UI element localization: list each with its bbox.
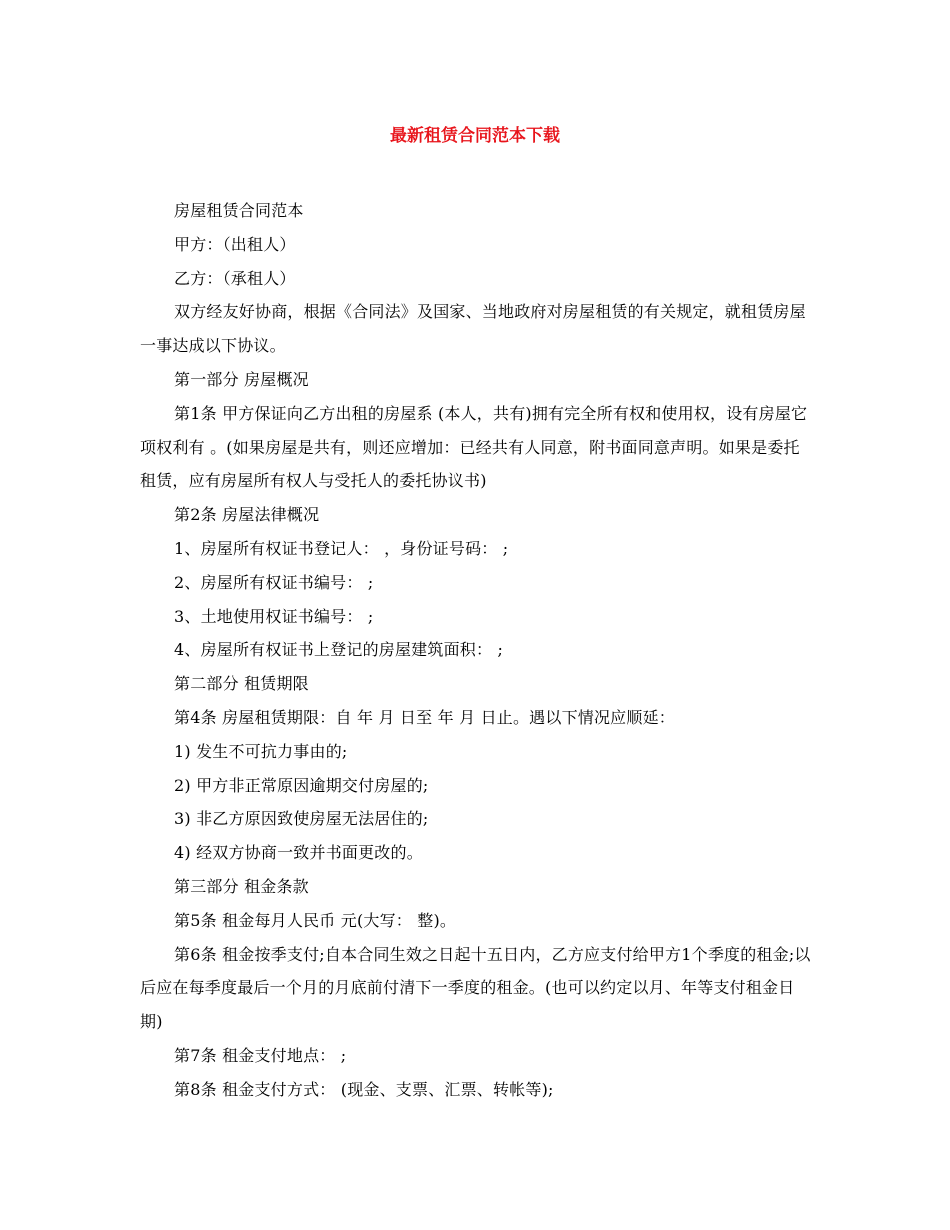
section-heading-part-3: 第三部分 租金条款 xyxy=(174,876,309,896)
paragraph-party-b: 乙方：（承租人） xyxy=(174,268,296,288)
article-2: 第2条 房屋法律概况 xyxy=(174,505,320,525)
article-5: 第5条 租金每月人民币 元(大写： 整)。 xyxy=(174,910,457,930)
list-item: 2、房屋所有权证书编号： ; xyxy=(174,572,374,592)
document-title: 最新租赁合同范本下载 xyxy=(390,126,560,146)
list-item: 4) 经双方协商一致并书面更改的。 xyxy=(174,843,423,863)
paragraph-heading: 房屋租赁合同范本 xyxy=(174,201,304,220)
article-4: 第4条 房屋租赁期限：自 年 月 日至 年 月 日止。遇以下情况应顺延： xyxy=(174,707,675,727)
paragraph-preamble: 双方经友好协商，根据《合同法》及国家、当地政府对房屋租赁的有关规定，就租赁房屋一事达成以下协议。 xyxy=(140,302,806,356)
contract-body xyxy=(140,194,815,1107)
article-8: 第8条 租金支付方式： (现金、支票、汇票、转帐等); xyxy=(174,1079,554,1099)
section-heading-part-1: 第一部分 房屋概况 xyxy=(174,369,309,389)
article-7: 第7条 租金支付地点： ; xyxy=(174,1045,347,1065)
list-item: 3) 非乙方原因致使房屋无法居住的; xyxy=(174,809,429,829)
list-item: 3、土地使用权证书编号： ; xyxy=(174,606,374,626)
paragraph-party-a: 甲方：（出租人） xyxy=(174,234,296,254)
list-item: 1、房屋所有权证书登记人： ，身份证号码： ; xyxy=(174,538,509,558)
article-6: 第6条 租金按季支付;自本合同生效之日起十五日内，乙方应支付给甲方1个季度的租金;以后应在每季度最后一个月的月底前付清下一季度的租金。(也可以约定以月、年等支付租金日期) xyxy=(140,944,811,1032)
list-item: 1) 发生不可抗力事由的; xyxy=(174,741,348,761)
section-heading-part-2: 第二部分 租赁期限 xyxy=(174,674,309,694)
list-item: 2) 甲方非正常原因逾期交付房屋的; xyxy=(174,775,429,795)
list-item: 4、房屋所有权证书上登记的房屋建筑面积： ; xyxy=(174,640,504,660)
article-1: 第1条 甲方保证向乙方出租的房屋系 (本人，共有)拥有完全所有权和使用权，设有房屋它项权利有 。(如果房屋是共有，则还应增加：已经共有人同意，附书面同意声明。如果是委托租赁，应有房屋所有权人与受托人的委托协议书) xyxy=(140,403,808,491)
